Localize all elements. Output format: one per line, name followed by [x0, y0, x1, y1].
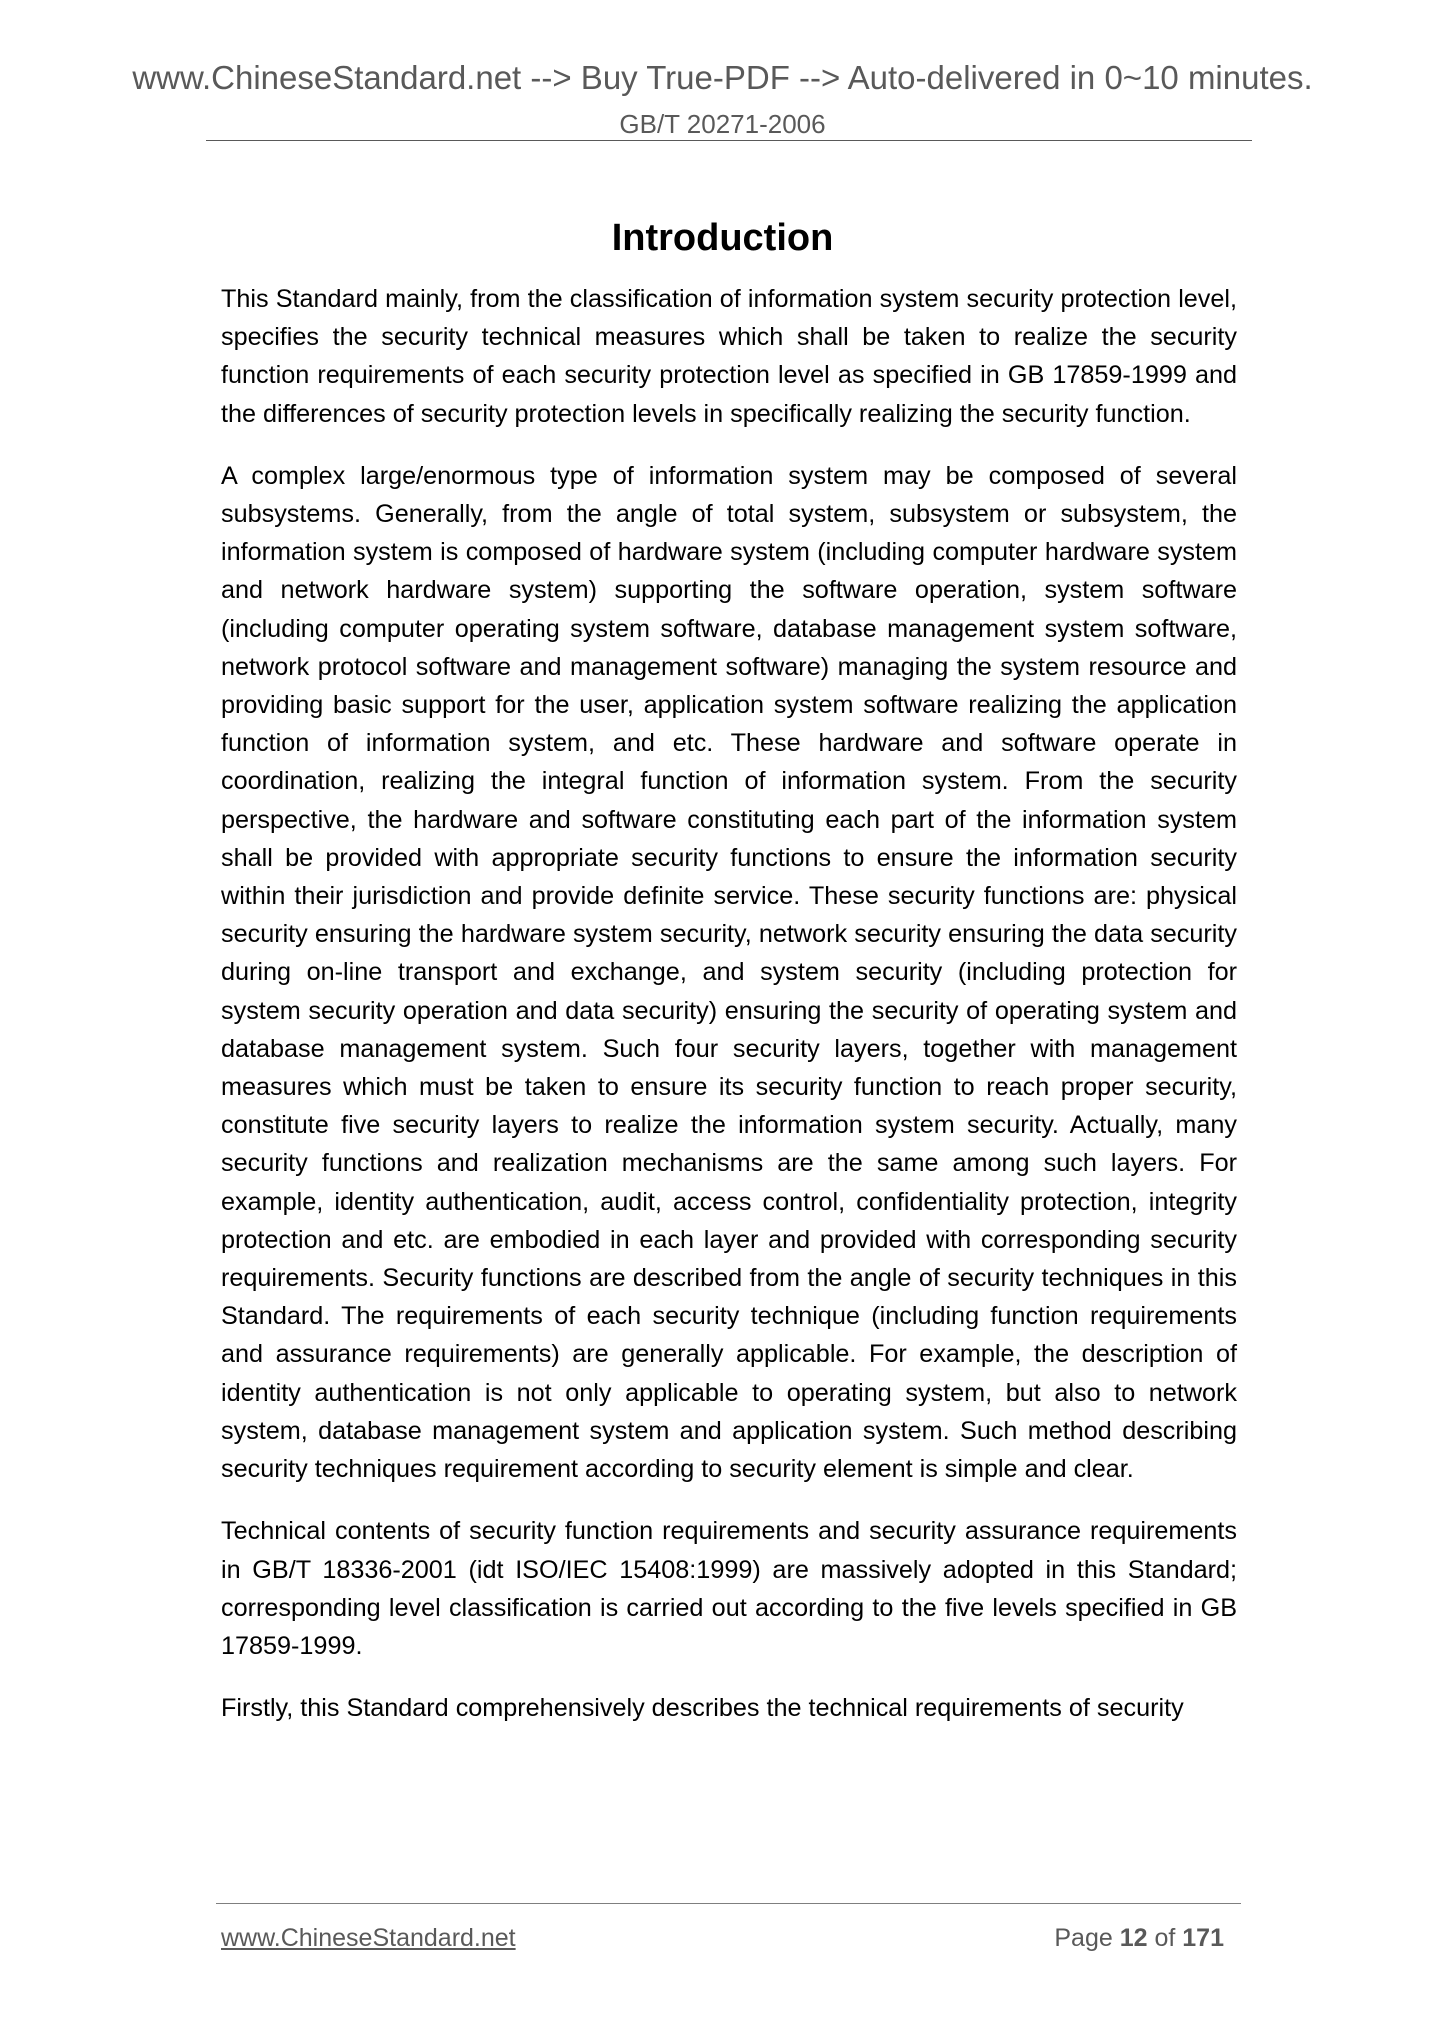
page-number [1054, 1922, 1224, 1954]
page-title: Introduction [611, 217, 834, 260]
page-label: Page [1054, 1924, 1113, 1952]
header-banner[interactable]: www.ChineseStandard.net --> Buy True-PDF --> Auto-delivered in 0~10 minutes. [132, 59, 1313, 96]
paragraph: Firstly, this Standard comprehensively describes the technical requirements of security [221, 1694, 1184, 1723]
paragraph: A complex large/enormous type of information system may be composed of several subsystems. Generally, from the angle of total system, subsystem or subsystem, the information system is composed of hardware system (including computer hardware system and network hardware system) supporting the software operation, system software (including computer operating system software, database management system software, network protocol software and management software) managing the system resource and providing basic support for the user, application system software realizing the application function of information system, and etc. These hardware and software operate in coordination, realizing the integral function of information system. From the security perspective, the hardware and software constituting each part of the information system shall be provided with appropriate security functions to ensure the information security within their jurisdiction and provide definite service. These security functions are: physical security ensuring the hardware system security, network security ensuring the data security during on-line transport and exchange, and system security (including protection for system security operation and data security) ensuring the security of operating system and database management system. Such four security layers, together with management measures which must be taken to ensure its security function to reach proper security, constitute five security layers to realize the information system security. Actually, many security functions and realization mechanisms are the same among such layers. For example, identity authentication, audit, access control, confidentiality protection, integrity protection and etc. are embodied in each layer and provided with corresponding security requirements. Security functions are described from the angle of security techniques in this Standard. The requirements of each security technique (including function requirements and assurance requirements) are generally applicable. For example, the description of identity authentication is not only applicable to operating system, but also to network system, database management system and application system. Such method describing security techniques requirement according to security element is simple and clear. [221, 461, 1237, 1484]
paragraph: Technical contents of security function requirements and security assurance requirements in GB/T 18336-2001 (idt ISO/IEC 15408:1999) are massively adopted in this Standard; corresponding level classification is carried out according to the five levels specified in GB 17859-1999. [221, 1517, 1237, 1660]
page-total: 171 [1182, 1924, 1224, 1952]
header-divider [206, 140, 1252, 141]
document-body [221, 280, 1237, 1751]
document-code: GB/T 20271-2006 [619, 109, 826, 139]
page-of: of [1154, 1924, 1176, 1952]
footer-divider [216, 1903, 1241, 1904]
page-current: 12 [1119, 1924, 1148, 1952]
footer-website-link[interactable]: www.ChineseStandard.net [221, 1924, 516, 1952]
paragraph: This Standard mainly, from the classification of information system security protection level, specifies the security technical measures which shall be taken to realize the security function requirements of each security protection level as specified in GB 17859-1999 and the differences of security protection levels in specifically realizing the security function. [221, 285, 1237, 428]
